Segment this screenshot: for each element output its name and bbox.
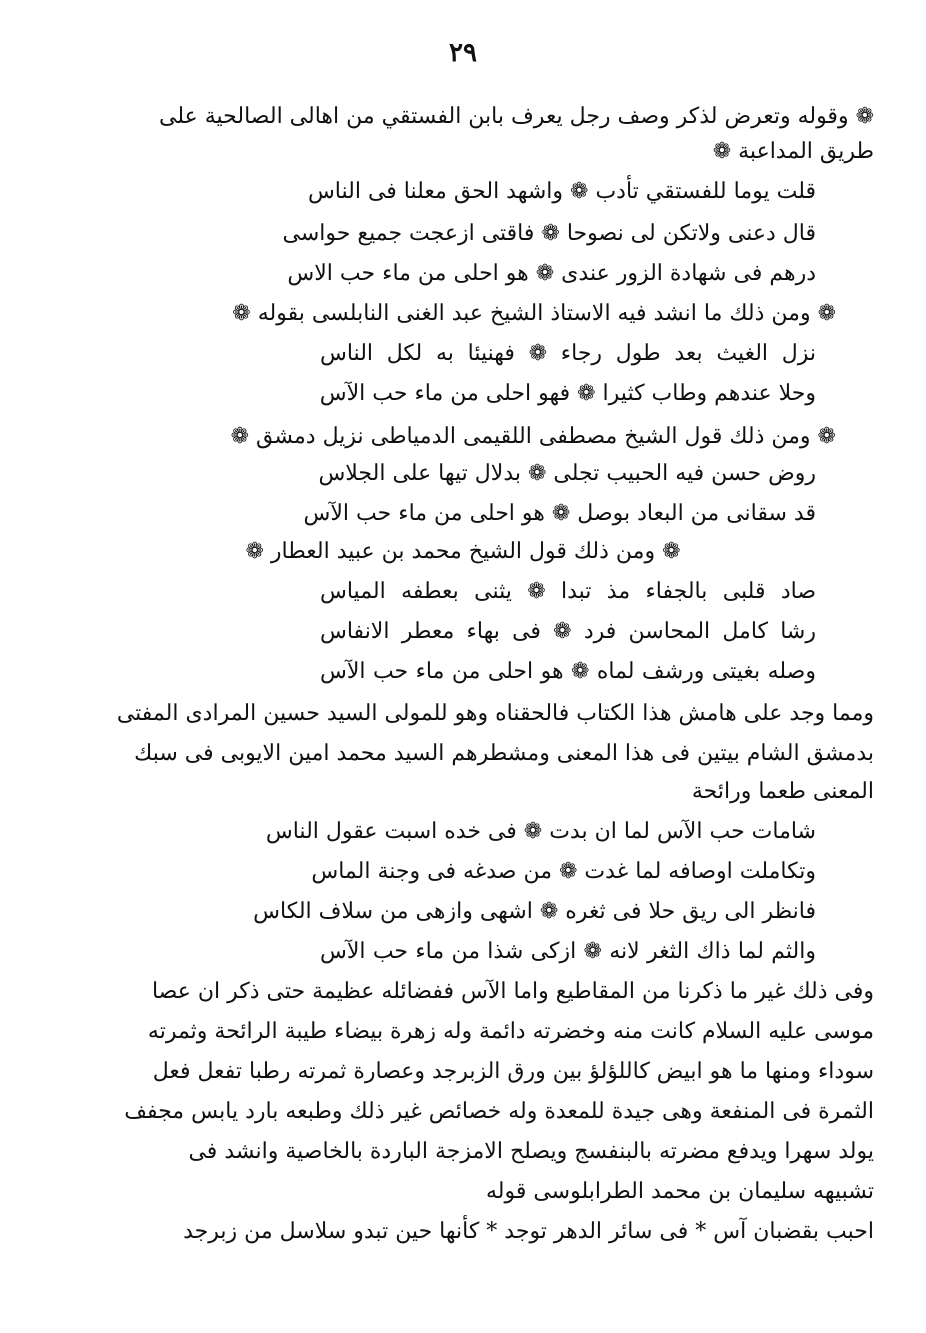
verse-line: صاد قلبى بالجفاء مذ تبدا ❁ يثنى بعطفه المياس [320,579,816,604]
heading-line: ❁ ومن ذلك قول الشيخ مصطفى اللقيمى الدمياطى نزيل دمشق ❁ [230,424,836,449]
text-line: بدمشق الشام بيتين فى هذا المعنى ومشطرهم السيد محمد امين الايوبى فى سبك [134,741,874,766]
verse-line: قلت يوما للفستقي تأدب ❁ واشهد الحق معلنا فى الناس [307,179,816,204]
verse-line: شامات حب الآس لما ان بدت ❁ فى خده اسبت عقول الناس [265,819,816,844]
verse-line: روض حسن فيه الحبيب تجلى ❁ بدلال تيها على الجلاس [318,461,816,486]
text-line: طريق المداعبة ❁ [712,139,874,164]
verse-line: نزل الغيث بعد طول رجاء ❁ فهنيئا به لكل الناس [320,341,816,366]
verse-line: وصله بغيتى ورشف لماه ❁ هو احلى من ماء حب الآس [320,659,816,684]
text-line: يولد سهرا ويدفع مضرته بالبنفسج ويصلح الامزجة الباردة بالخاصية وانشد فى [188,1139,874,1164]
verse-line: قال دعنى ولاتكن لى نصوحا ❁ فاقتى ازعجت جميع حواسى [282,221,816,246]
text-line: الثمرة فى المنفعة وهى جيدة للمعدة وله خصائص غير ذلك وطبعه بارد يابس مجفف [124,1099,874,1124]
page-number: ٢٩ [449,38,477,68]
text-line: احبب بقضبان آس * فى سائر الدهر توجد * كأنها حين تبدو سلاسل من زبرجد [183,1219,874,1244]
verse-line: وتكاملت اوصافه لما غدت ❁ من صدغه فى وجنة الماس [311,859,816,884]
verse-line: رشا كامل المحاسن فرد ❁ فى بهاء معطر الانفاس [320,619,816,644]
text-line: المعنى طعما ورائحة [691,779,874,804]
text-line: موسى عليه السلام كانت منه وخضرته دائمة وله زهرة بيضاء طيبة الرائحة وثمرته [147,1019,874,1044]
verse-line: فانظر الى ريق حلا فى ثغره ❁ اشهى وازهى من سلاف الكاس [253,899,816,924]
verse-line: وحلا عندهم وطاب كثيرا ❁ فهو احلى من ماء حب الآس [319,381,816,406]
verse-line: درهم فى شهادة الزور عندى ❁ هو احلى من ماء حب الاس [287,261,816,286]
verse-line: قد سقانى من البعاد بوصل ❁ هو احلى من ماء حب الآس [303,501,816,526]
text-line: تشبيهه سليمان بن محمد الطرابلوسى قوله [485,1179,874,1204]
text-line: ❁ وقوله وتعرض لذكر وصف رجل يعرف بابن الفستقي من اهالى الصالحية على [159,104,874,129]
text-line: سوداء ومنها ما هو ابيض كاللؤلؤ بين ورق الزبرجد وعصارة ثمرته رطبا تفعل فعل [152,1059,874,1084]
text-line: ومما وجد على هامش هذا الكتاب فالحقناه وهو للمولى السيد حسين المرادى المفتى [116,701,874,726]
heading-line: ❁ ومن ذلك ما انشد فيه الاستاذ الشيخ عبد الغنى النابلسى بقوله ❁ [232,301,836,326]
text-line: وفى ذلك غير ما ذكرنا من المقاطيع واما الآس ففضائله عظيمة حتى ذكر ان عصا [151,979,874,1004]
verse-line: والثم لما ذاك الثغر لانه ❁ ازكى شذا من ماء حب الآس [320,939,816,964]
heading-line: ❁ ومن ذلك قول الشيخ محمد بن عبيد العطار ❁ [245,539,681,564]
